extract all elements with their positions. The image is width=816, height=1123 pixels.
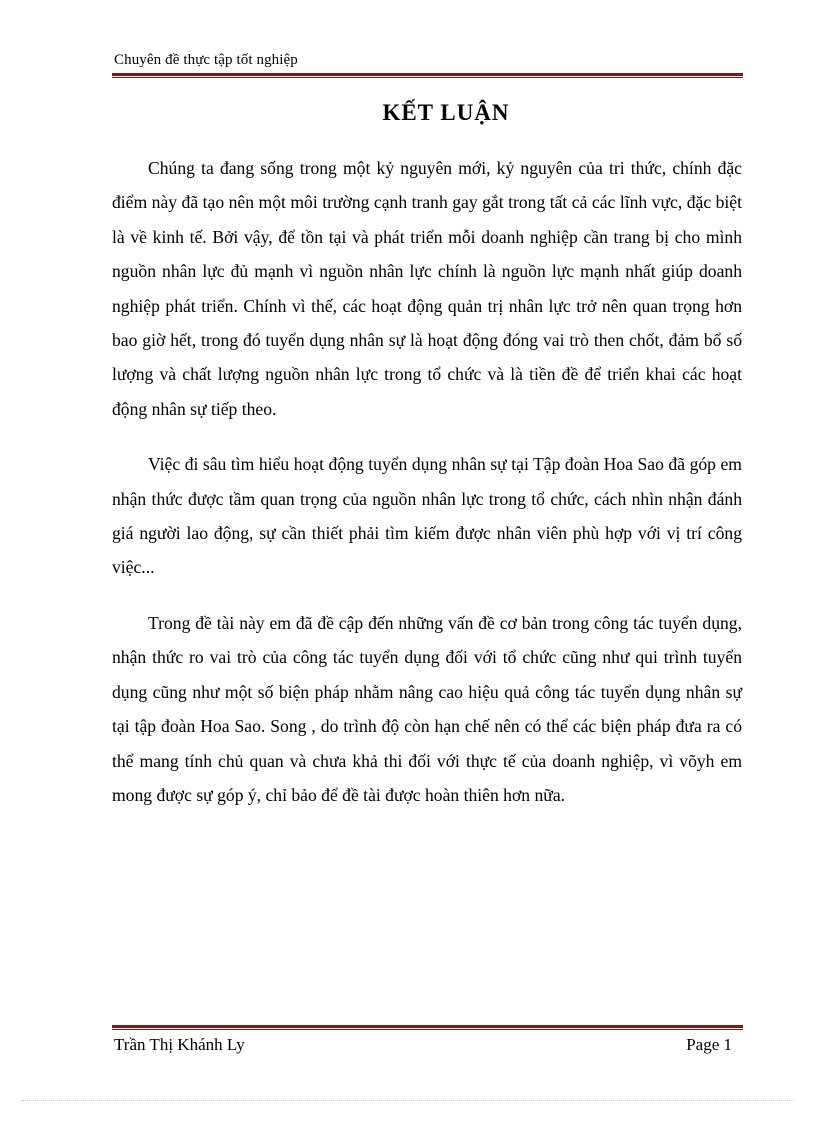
paragraph-3: Trong đề tài này em đã đề cập đến những vấn đề cơ bản trong công tác tuyển dụng, nhận thức ro vai trò của công tác tuyển dụng đối với tổ chức cũng như qui trình tuyển dụng cũng như một số biện pháp nhằm nâng cao hiệu quả công tác tuyển dụng nhân sự tại tập đoàn Hoa Sao. Song , do trình độ còn hạn chế nên có thể các biện pháp đưa ra có thể mang tính chủ quan và chưa khả thi đối với thực tế của doanh nghiệp, vì võyh em mong được sự góp ý, chỉ bảo để đề tài được hoàn thiên hơn nữa.: [112, 612, 742, 805]
footer-rule: [112, 1025, 743, 1030]
page-title: KẾT LUẬN: [382, 100, 510, 125]
paragraph-1: Chúng ta đang sống trong một kỷ nguyên mới, kỷ nguyên của tri thức, chính đặc điểm này đã tạo nên một môi trường cạnh tranh gay gắt trong tất cả các lĩnh vực, đặc biệt là về kinh tế. Bởi vậy, để tồn tại và phát triển mỗi doanh nghiệp cần trang bị cho mình nguồn nhân lực đủ mạnh vì nguồn nhân lực chính là nguồn lực mạnh nhất giúp doanh nghiệp phát triển. Chính vì thế, các hoạt động quản trị nhân lực trở nên quan trọng hơn bao giờ hết, trong đó tuyển dụng nhân sự là hoạt động đóng vai trò then chốt, đảm bổ số lượng và chất lượng nguồn nhân lực trong tổ chức và là tiền đề để triển khai các hoạt động nhân sự tiếp theo.: [112, 158, 742, 419]
paragraph-2: Việc đi sâu tìm hiểu hoạt động tuyển dụng nhân sự tại Tập đoàn Hoa Sao đã góp em nhận thức được tầm quan trọng của nguồn nhân lực trong tổ chức, cách nhìn nhận đánh giá người lao động, sự cần thiết phải tìm kiếm được nhân viên phù hợp với vị trí công việc...: [112, 454, 742, 578]
footer-author: Trần Thị Khánh Ly: [114, 1035, 245, 1054]
running-header: Chuyên đề thực tập tốt nghiệp: [114, 52, 298, 68]
page-boundary-divider: [22, 1100, 794, 1101]
header-rule: [112, 73, 743, 78]
document-body: [112, 151, 742, 833]
page-number: Page 1: [686, 1035, 732, 1054]
